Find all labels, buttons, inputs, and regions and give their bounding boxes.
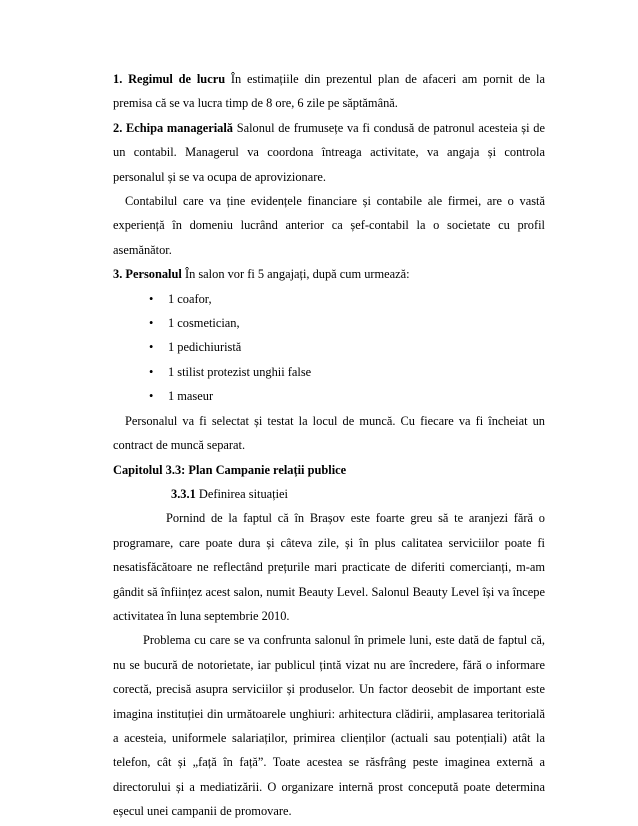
text-personal: În salon vor fi 5 angajați, după cum urmează:	[181, 267, 410, 282]
list-item	[113, 335, 545, 359]
paragraph-situatie-1: Pornind de la faptul că în Brașov este foarte greu să te aranjezi fără o programare, care poate dura și câteva zile, și în plus calitatea serviciilor poate fi nesatisfăcătoare ne reflectând prețurile mari practicate de diferiti comercianți, m-am gândit să înființez acest salon, numit Beauty Level. Salonul Beauty Level își va începe activitatea în luna septembrie 2010.	[113, 511, 545, 623]
heading-regim: 1. Regimul de lucru	[113, 72, 226, 86]
heading-personal: 3. Personalul	[113, 267, 182, 282]
heading-echipa: 2. Echipa managerială	[113, 120, 233, 135]
paragraph-regim	[113, 67, 545, 116]
staff-item-label: 1 maseur	[168, 389, 214, 404]
bullet-icon: •	[149, 364, 154, 379]
list-item	[113, 360, 545, 384]
paragraph-contabil: Contabilul care va ține evidențele financiare și contabile ale firmei, are o vastă experiență în domeniu lucrând anterior ca șef-contabil la o societate cu profil asemănător.	[113, 194, 545, 257]
chapter-heading: Capitolul 3.3: Plan Campanie relații publice	[113, 462, 347, 477]
bullet-icon: •	[149, 291, 154, 306]
subsection-title: Definirea situației	[195, 486, 288, 501]
list-item	[113, 287, 545, 311]
subsection-heading	[113, 482, 545, 506]
bullet-icon: •	[149, 389, 154, 404]
paragraph-situatie-2: Problema cu care se va confrunta salonul în primele luni, este dată de faptul că, nu se bucură de notorietate, iar publicul țintă vizat nu are încredere, fără o informare corectă, precisă asupra serviciilor și produselor. Un factor deosebit de important este imagina instituției din următoarele unghiuri: arhitectura clădirii, amplasarea teritorială a acesteia, uniformele salariaților, primirea clienților (actuali sau potențiali) atât la telefon, cât și „față în față”. Toate acestea se răsfrâng peste imaginea externă a directorului și a mediatizării. O organizare internă prost concepută poate determina eșecul unei campanii de promovare.	[113, 633, 545, 819]
staff-item-label: 1 pedichiuristă	[168, 340, 242, 355]
subsection-number: 3.3.1	[171, 486, 196, 501]
paragraph-personal	[113, 262, 545, 286]
text-regim: În estimațiile din prezentul plan de afaceri am pornit de la premisa că se va lucra timp de 8 ore, 6 zile pe săptămână.	[113, 72, 545, 111]
document-page	[113, 67, 545, 824]
list-item	[113, 384, 545, 408]
list-item	[113, 311, 545, 335]
staff-list	[113, 287, 545, 409]
text-echipa: Salonul de frumusețe va fi condusă de patronul acesteia și de un contabil. Managerul va coordona întreaga activitate, va angaja și controla personalul și se va ocupa de aprovizionare.	[113, 120, 545, 184]
bullet-icon: •	[149, 316, 154, 331]
staff-item-label: 1 cosmetician,	[168, 316, 240, 331]
staff-item-label: 1 stilist protezist unghii false	[168, 364, 312, 379]
paragraph-echipa	[113, 116, 545, 189]
bullet-icon: •	[149, 340, 154, 355]
staff-item-label: 1 coafor,	[168, 291, 212, 306]
paragraph-personal-after: Personalul va fi selectat și testat la locul de muncă. Cu fiecare va fi încheiat un contract de muncă separat.	[113, 413, 545, 453]
